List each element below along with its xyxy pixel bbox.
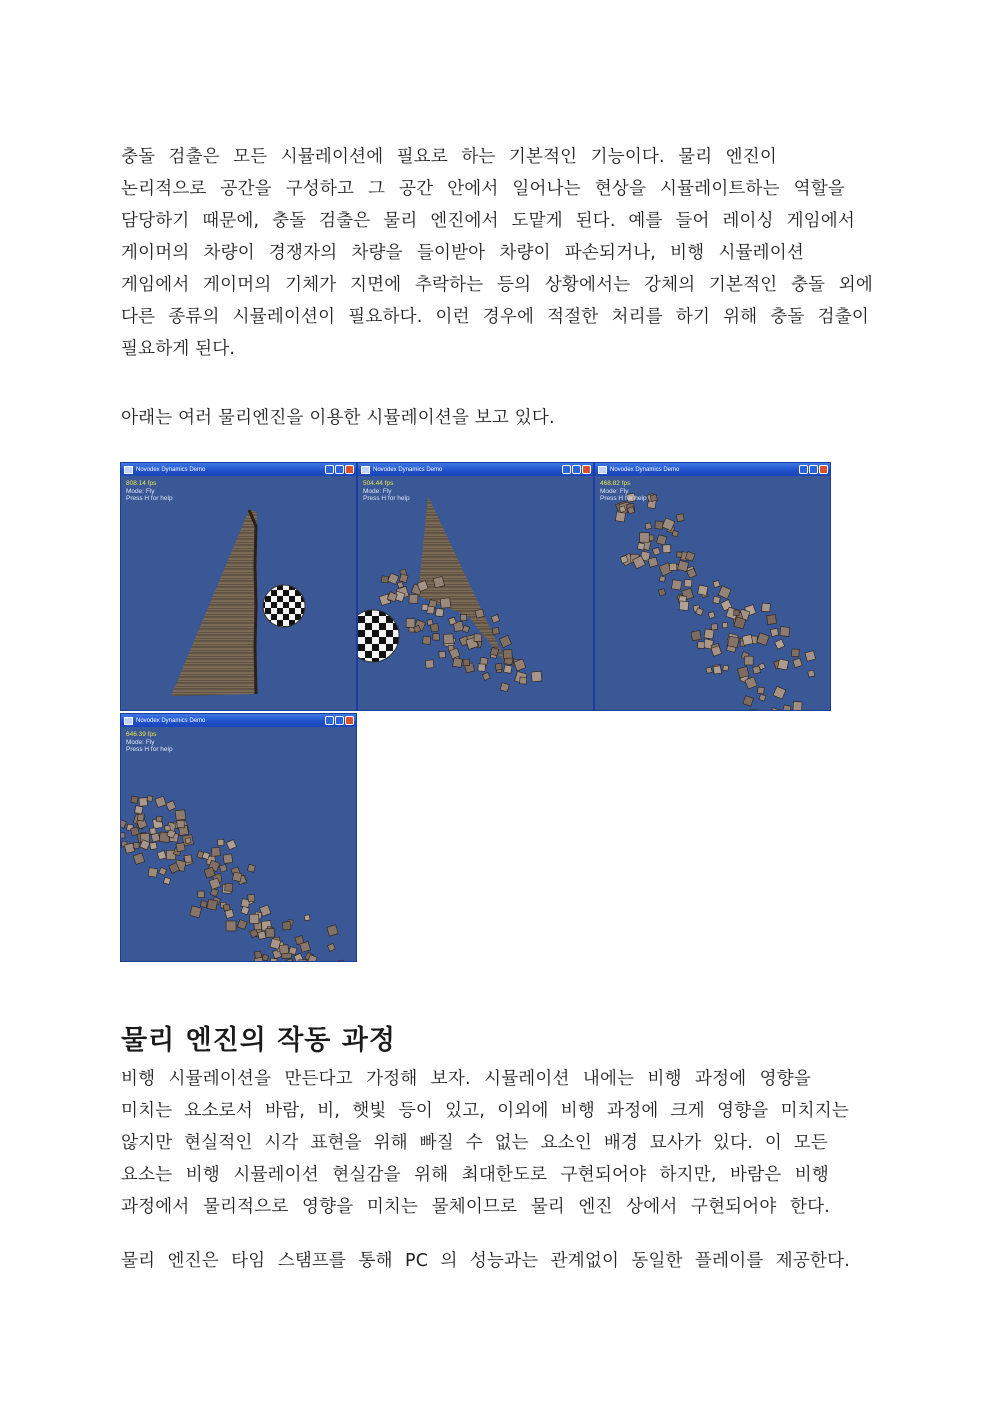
- debris-cube: [713, 581, 720, 588]
- debris-cube: [658, 589, 665, 596]
- scene-view: [358, 476, 594, 711]
- debris-cube: [645, 523, 652, 530]
- debris-cube: [286, 961, 294, 962]
- paragraph-time-stamp: [121, 1245, 873, 1277]
- text-line: 필요하게 된다.: [121, 339, 236, 359]
- debris-cube: [734, 610, 740, 616]
- debris-cube: [250, 914, 259, 923]
- debris-cube: [728, 636, 740, 648]
- debris-cube: [218, 839, 224, 845]
- debris-cube: [711, 624, 717, 630]
- debris-cube: [767, 615, 777, 625]
- window-titlebar: [595, 463, 830, 476]
- app-icon: [124, 466, 133, 474]
- debris-cube: [336, 960, 345, 962]
- debris-cube: [676, 514, 684, 522]
- debris-cube: [757, 633, 770, 646]
- minimize-button[interactable]: [799, 465, 808, 474]
- text-line: 아래는 여러 물리엔진을 이용한 시뮬레이션을 보고 있다.: [121, 408, 555, 428]
- debris-cube: [520, 677, 527, 684]
- debris-cube: [684, 579, 692, 587]
- simulation-screenshot-1: [120, 462, 357, 711]
- window-title: Novodex Dynamics Demo: [136, 466, 206, 473]
- debris-cube: [131, 796, 138, 803]
- debris-cube: [226, 840, 236, 850]
- fps-counter: 808.14 fps: [126, 480, 157, 487]
- help-hint: Press H for help: [600, 495, 647, 502]
- window-titlebar: [121, 463, 356, 476]
- debris-cube: [672, 531, 678, 537]
- debris-cube: [137, 814, 144, 821]
- scene-view: [121, 476, 357, 711]
- debris-cube: [190, 906, 202, 918]
- maximize-button[interactable]: [809, 465, 818, 474]
- maximize-button[interactable]: [335, 465, 344, 474]
- debris-cube: [406, 619, 415, 628]
- debris-cube: [266, 929, 275, 938]
- debris-cube: [742, 634, 753, 645]
- text-line: 게이머의 차량이 경쟁자의 차량을 들이받아 차량이 파손되거나, 비행 시뮬레이션: [121, 243, 804, 263]
- debris-cube: [185, 838, 191, 844]
- text-line: 요소는 비행 시뮬레이션 현실감을 위해 최대한도로 구현되어야 하지만, 바람은 비행: [121, 1165, 829, 1185]
- debris-cube: [121, 833, 125, 838]
- text-line: 게임에서 게이머의 기체가 지면에 추락하는 등의 상황에서는 강체의 기본적인 충돌 외에: [121, 275, 873, 295]
- section-heading: 물리 엔진의 작동 과정: [121, 1025, 396, 1056]
- debris-cube: [462, 625, 469, 632]
- paragraph-collision-detection: [121, 141, 873, 365]
- debris-cube: [775, 639, 785, 649]
- mode-label: Mode: Fly: [126, 487, 155, 495]
- close-button[interactable]: [582, 465, 591, 474]
- text-line: 충돌 검출은 모든 시뮬레이션에 필요로 하는 기본적인 기능이다. 물리 엔진이: [121, 147, 777, 167]
- debris-cube: [201, 901, 207, 907]
- debris-cube: [223, 904, 230, 911]
- mode-label: Mode: Fly: [600, 487, 629, 495]
- debris-cube: [282, 921, 291, 930]
- mode-label: Mode: Fly: [363, 487, 392, 495]
- debris-cube: [615, 512, 625, 522]
- debris-cube: [210, 888, 218, 896]
- hud-info: [126, 480, 173, 503]
- debris-cube: [254, 951, 262, 959]
- debris-cube: [637, 543, 644, 550]
- debris-cube: [121, 819, 126, 828]
- debris-cube: [299, 960, 307, 962]
- debris-cube: [177, 820, 184, 827]
- debris-cube: [737, 666, 749, 678]
- debris-cube: [130, 827, 139, 836]
- text-line: 담당하기 때문에, 충돌 검출은 물리 엔진에서 도맡게 된다. 예를 들어 레이싱 게임에서: [121, 211, 855, 231]
- debris-cube: [698, 642, 705, 649]
- debris-cube: [657, 535, 667, 545]
- debris-cube: [500, 683, 509, 692]
- paragraph-flight-simulation: [121, 1063, 873, 1223]
- debris-cube: [157, 851, 166, 860]
- debris-cube: [655, 521, 663, 529]
- debris-cube: [155, 796, 166, 807]
- debris-cube: [133, 842, 139, 848]
- debris-cube: [150, 842, 157, 849]
- debris-cube: [713, 596, 720, 603]
- debris-cube: [762, 603, 771, 612]
- text-line: 않지만 현실적인 시각 표현을 위해 빠질 수 없는 요소인 배경 묘사가 있다. 이 모든: [121, 1133, 828, 1153]
- debris-cube: [531, 671, 542, 682]
- debris-cube: [706, 667, 712, 673]
- debris-cube: [495, 663, 502, 670]
- debris-cube: [226, 921, 236, 931]
- debris-cube: [135, 806, 143, 814]
- debris-cube: [156, 816, 162, 822]
- debris-cube: [166, 801, 176, 811]
- debris-cube: [150, 828, 157, 835]
- debris-cube: [640, 533, 650, 543]
- debris-cube: [422, 604, 428, 610]
- simulation-screenshot-4: [120, 713, 357, 962]
- debris-cube: [677, 552, 682, 557]
- debris-cube: [175, 810, 186, 821]
- debris-cube: [499, 635, 511, 647]
- debris-cube: [793, 702, 802, 711]
- debris-cube: [247, 864, 255, 872]
- debris-cube: [753, 666, 761, 674]
- debris-cubes: [121, 796, 345, 963]
- debris-cube: [163, 877, 170, 884]
- debris-cube: [793, 658, 802, 667]
- debris-cube: [704, 629, 714, 639]
- maximize-button[interactable]: [335, 716, 344, 725]
- debris-cube: [722, 622, 728, 628]
- debris-cube: [399, 574, 408, 583]
- debris-cube: [791, 649, 799, 657]
- debris-cube: [133, 853, 144, 864]
- debris-cube: [663, 545, 671, 553]
- debris-cube: [478, 664, 485, 671]
- debris-cube: [708, 612, 715, 619]
- debris-cube: [671, 580, 682, 591]
- debris-cube: [443, 634, 453, 644]
- debris-cube: [248, 894, 255, 901]
- debris-cube: [757, 687, 764, 694]
- simulation-screenshot-3: [594, 462, 831, 711]
- debris-cube: [778, 659, 789, 670]
- debris-cube: [198, 891, 204, 897]
- debris-cube: [433, 576, 444, 587]
- debris-cube: [474, 634, 482, 642]
- debris-cube: [388, 573, 399, 584]
- debris-cube: [327, 925, 338, 936]
- hud-info: [600, 480, 647, 503]
- debris-cube: [211, 847, 220, 856]
- fps-counter: 504.44 fps: [363, 480, 394, 487]
- debris-cube: [304, 915, 310, 921]
- window-titlebar: [121, 714, 356, 727]
- window-title: Novodex Dynamics Demo: [136, 717, 206, 724]
- text-line: 비행 시뮬레이션을 만든다고 가정해 보자. 시뮬레이션 내에는 비행 과정에 영향을: [121, 1069, 811, 1089]
- debris-cube: [328, 943, 336, 951]
- debris-cube: [439, 651, 446, 658]
- debris-cube: [808, 670, 815, 677]
- debris-cube: [805, 651, 816, 662]
- window-title: Novodex Dynamics Demo: [373, 466, 443, 473]
- debris-cube: [381, 576, 388, 583]
- debris-cube: [435, 608, 443, 616]
- fps-counter: 468.82 fps: [600, 480, 631, 487]
- close-button[interactable]: [819, 465, 828, 474]
- close-button[interactable]: [345, 716, 354, 725]
- window-titlebar: [358, 463, 593, 476]
- debris-cube: [503, 650, 512, 659]
- debris-cube: [650, 494, 657, 501]
- debris-cube: [225, 883, 233, 891]
- debris-cube: [409, 594, 418, 603]
- debris-cube: [773, 686, 786, 699]
- text-line: 미치는 요소로서 바람, 비, 햇빛 등이 있고, 이외에 비행 과정에 크게 영향을 미치지는: [121, 1101, 849, 1121]
- debris-cube: [262, 955, 268, 961]
- debris-cube: [764, 710, 775, 711]
- debris-cube: [780, 627, 790, 637]
- app-icon: [361, 466, 370, 474]
- scene-view: [121, 727, 357, 962]
- app-icon: [598, 466, 607, 474]
- debris-cube: [770, 628, 778, 636]
- debris-cube: [770, 708, 782, 711]
- debris-cube: [165, 825, 171, 831]
- text-line: 논리적으로 공간을 구성하고 그 공간 안에서 일어나는 현상을 시뮬레이트하는 역할을: [121, 179, 845, 199]
- debris-cube: [744, 656, 753, 665]
- debris-cube: [139, 798, 148, 807]
- help-hint: Press H for help: [126, 495, 173, 502]
- debris-cube: [461, 614, 467, 620]
- debris-cube: [147, 796, 153, 802]
- debris-cube: [258, 931, 266, 939]
- window-title: Novodex Dynamics Demo: [610, 466, 680, 473]
- minimize-button[interactable]: [325, 465, 334, 474]
- debris-cube: [427, 619, 433, 625]
- debris-cube: [678, 561, 689, 572]
- hud-info: [363, 480, 410, 503]
- debris-cube: [440, 598, 450, 608]
- debris-cube: [783, 705, 792, 711]
- debris-cube: [207, 899, 218, 910]
- debris-cubes: [615, 493, 815, 711]
- simulation-screenshot-2: [357, 462, 594, 711]
- text-line: 물리 엔진은 타임 스탬프를 통해 PC 의 성능과는 관계없이 동일한 플레이를 제공한다.: [121, 1251, 850, 1271]
- debris-cube: [750, 710, 759, 711]
- debris-cube: [279, 945, 288, 954]
- debris-cube: [759, 694, 766, 701]
- debris-cube: [159, 867, 167, 875]
- minimize-button[interactable]: [325, 716, 334, 725]
- debris-cube: [743, 696, 754, 707]
- minimize-button[interactable]: [562, 465, 571, 474]
- debris-cube: [718, 586, 731, 599]
- debris-cube: [176, 843, 185, 852]
- debris-cube: [237, 920, 247, 930]
- app-icon: [124, 717, 133, 725]
- debris-cube: [463, 659, 470, 666]
- paragraph-intro-images: [121, 402, 873, 434]
- debris-cube: [223, 854, 233, 864]
- fps-counter: 646.39 fps: [126, 731, 157, 738]
- scene-view: [595, 476, 831, 711]
- debris-cube: [287, 959, 293, 962]
- hud-info: [126, 731, 173, 754]
- debris-cube: [433, 634, 440, 641]
- debris-cube: [491, 615, 499, 623]
- debris-cube: [492, 627, 499, 634]
- debris-cube: [423, 636, 431, 644]
- debris-cube: [232, 872, 242, 882]
- debris-cube: [698, 585, 708, 595]
- debris-cube: [713, 666, 721, 674]
- debris-cube: [723, 665, 729, 671]
- debris-cube: [475, 609, 484, 618]
- debris-cube: [504, 665, 512, 673]
- debris-cube: [148, 868, 157, 877]
- help-hint: Press H for help: [363, 495, 410, 502]
- debris-cube: [652, 547, 660, 555]
- debris-cube: [220, 865, 228, 873]
- debris-cube: [691, 631, 701, 641]
- debris-cube: [679, 601, 689, 611]
- debris-cube: [289, 947, 297, 955]
- debris-cube: [659, 576, 665, 582]
- debris-cube: [425, 660, 434, 669]
- help-hint: Press H for help: [126, 746, 173, 753]
- close-button[interactable]: [345, 465, 354, 474]
- debris-cube: [669, 563, 676, 570]
- maximize-button[interactable]: [572, 465, 581, 474]
- debris-cube: [482, 672, 490, 680]
- text-line: 과정에서 물리적으로 영향을 미치는 물체이므로 물리 엔진 상에서 구현되어야 한다.: [121, 1197, 830, 1217]
- mode-label: Mode: Fly: [126, 738, 155, 746]
- debris-cube: [453, 658, 463, 668]
- text-line: 다른 종류의 시뮬레이션이 필요하다. 이런 경우에 적절한 처리를 하기 위해 충돌 검출이: [121, 307, 869, 327]
- debris-cube: [648, 557, 658, 567]
